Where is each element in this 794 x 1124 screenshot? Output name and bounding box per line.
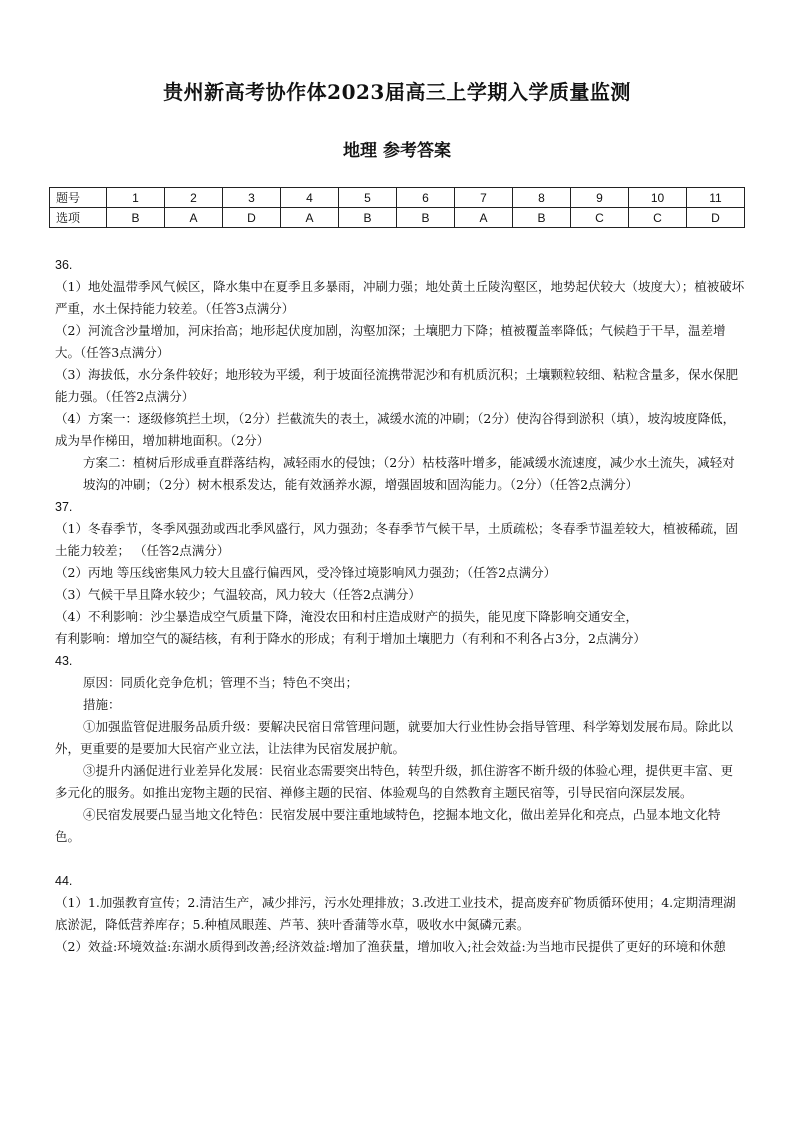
question-number: 2 bbox=[165, 188, 223, 208]
question-number: 10 bbox=[629, 188, 687, 208]
question-number: 6 bbox=[397, 188, 455, 208]
question-number: 4 bbox=[281, 188, 339, 208]
question-number: 8 bbox=[513, 188, 571, 208]
table-row bbox=[50, 208, 745, 228]
answer-content bbox=[55, 254, 745, 958]
table-row-label: 题号 bbox=[50, 188, 107, 208]
answer-line: （3）海拔低，水分条件较好；地形较为平缓，利于坡面径流携带泥沙和有机质沉积；土壤颗粒较细、粘粒含量多，保水保肥能力强。（任答2点满分） bbox=[55, 367, 738, 404]
question-number: 3 bbox=[223, 188, 281, 208]
answer-choice: B bbox=[107, 208, 165, 228]
table-row bbox=[50, 188, 745, 208]
answer-line: （3）气候干旱且降水较少；气温较高，风力较大（任答2点满分） bbox=[55, 587, 421, 602]
answer-line: 原因：同质化竞争危机；管理不当；特色不突出； bbox=[83, 675, 359, 690]
question-number-label: 37. bbox=[55, 500, 73, 514]
answer-choice: A bbox=[165, 208, 223, 228]
answer-choice: B bbox=[397, 208, 455, 228]
answer-line: （4）方案一：逐级修筑拦土坝，（2分）拦截流失的表土，减缓水流的冲刷；（2分）使沟谷得到淤积（填），坡沟坡度降低，成为旱作梯田，增加耕地面积。（2分） bbox=[55, 411, 736, 448]
answer-line: （4）不利影响：沙尘暴造成空气质量下降，淹没农田和村庄造成财产的损失，能见度下降影响交通安全， bbox=[55, 609, 638, 624]
answer-choice: B bbox=[513, 208, 571, 228]
answer-choice: B bbox=[339, 208, 397, 228]
answer-choice: C bbox=[571, 208, 629, 228]
answer-choice: D bbox=[687, 208, 745, 228]
page-title: 贵州新高考协作体2023届高三上学期入学质量监测 bbox=[163, 80, 631, 104]
answer-line: ④民宿发展要凸显当地文化特色：民宿发展中要注重地域特色，挖掘本地文化，做出差异化和亮点，凸显本地文化特色。 bbox=[55, 807, 721, 844]
question-number: 1 bbox=[107, 188, 165, 208]
answer-choice: D bbox=[223, 208, 281, 228]
question-number-label: 44. bbox=[55, 874, 73, 888]
answer-line: （2）效益:环境效益:东湖水质得到改善;经济效益:增加了渔获量，增加收入;社会效益:为当地市民提供了更好的环境和休憩 bbox=[55, 939, 726, 954]
answer-table bbox=[49, 187, 745, 228]
spacer bbox=[55, 848, 745, 870]
question-number: 9 bbox=[571, 188, 629, 208]
answer-line: （1）地处温带季风气候区，降水集中在夏季且多暴雨，冲刷力强；地处黄土丘陵沟壑区，地势起伏较大（坡度大）；植被破坏严重，水土保持能力较差。（任答3点满分） bbox=[55, 279, 745, 316]
question-44 bbox=[55, 870, 745, 958]
answer-line: （2）丙地 等压线密集风力较大且盛行偏西风，受冷锋过境影响风力强劲；（任答2点满分） bbox=[55, 565, 557, 580]
question-number-label: 43. bbox=[55, 654, 73, 668]
question-number: 5 bbox=[339, 188, 397, 208]
question-number: 7 bbox=[455, 188, 513, 208]
answer-choice: A bbox=[455, 208, 513, 228]
question-36 bbox=[55, 254, 745, 496]
answer-line: ①加强监管促进服务品质升级：要解决民宿日常管理问题，就要加大行业性协会指导管理、科学筹划发展布局。除此以外，更重要的是要加大民宿产业立法，让法律为民宿发展护航。 bbox=[55, 719, 734, 756]
question-43 bbox=[55, 650, 745, 848]
question-37 bbox=[55, 496, 745, 650]
answer-choice: A bbox=[281, 208, 339, 228]
answer-line: （2）河流含沙量增加，河床抬高；地形起伏度加剧，沟壑加深；土壤肥力下降；植被覆盖率降低；气候趋于干旱，温差增大。（任答3点满分） bbox=[55, 323, 726, 360]
question-number: 11 bbox=[687, 188, 745, 208]
answer-choice: C bbox=[629, 208, 687, 228]
answer-line: ③提升内涵促进行业差异化发展：民宿业态需要突出特色，转型升级，抓住游客不断升级的体验心理，提供更丰富、更多元化的服务。如推出宠物主题的民宿、禅修主题的民宿、体验观鸟的自然教育主题民宿等，引导民宿向深层发展。 bbox=[55, 763, 734, 800]
table-row-label: 选项 bbox=[50, 208, 107, 228]
question-number-label: 36. bbox=[55, 258, 73, 272]
answer-line: 有利影响：增加空气的凝结核，有利于降水的形成；有利于增加土壤肥力（有利和不利各占3分，2点满分） bbox=[55, 631, 646, 646]
answer-line: （1）冬春季节，冬季风强劲或西北季风盛行，风力强劲；冬春季节气候干旱，土质疏松；冬春季节温差较大，植被稀疏，固土能力较差； （任答2点满分） bbox=[55, 521, 738, 558]
answer-line: 措施： bbox=[83, 697, 121, 712]
answer-line: （1）1.加强教育宣传；2.清洁生产，减少排污，污水处理排放；3.改进工业技术，提高废弃矿物质循环使用；4.定期清理湖底淤泥，降低营养库存；5.种植凤眼莲、芦苇、狭叶香蒲等水草，吸收水中氮磷元素。 bbox=[55, 895, 736, 932]
page-subtitle: 地理 参考答案 bbox=[343, 141, 451, 161]
answer-line: 方案二：植树后形成垂直群落结构，减轻雨水的侵蚀；（2分）枯枝落叶增多，能减缓水流速度，减少水土流失，减轻对坡沟的冲刷；（2分）树木根系发达，能有效涵养水源，增强固坡和固沟能力。（2分）（任答2点满分） bbox=[83, 455, 735, 492]
